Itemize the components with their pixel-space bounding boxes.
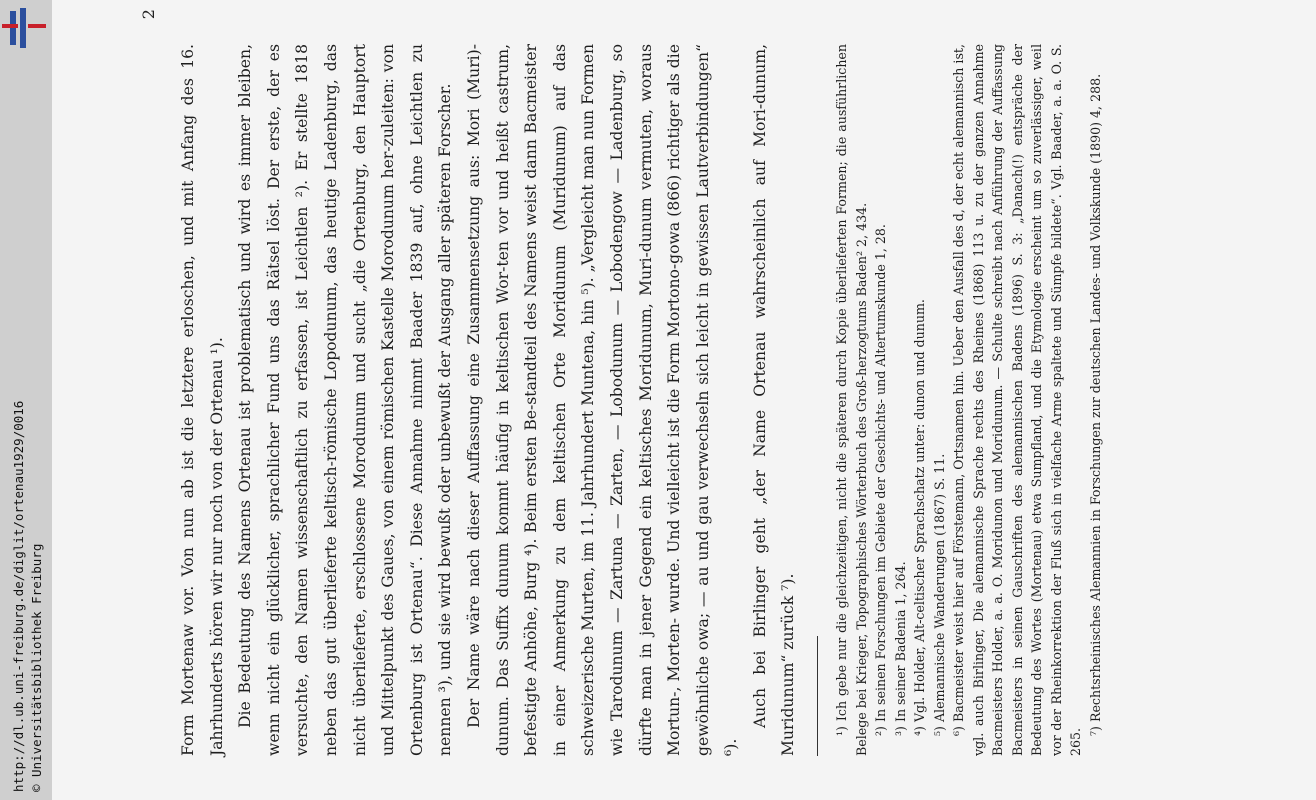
footnotes bbox=[832, 44, 1105, 756]
paragraph: Auch bei Birlinger geht „der Name Ortenau wahrscheinlich auf Mori-dunum, Muridunum“ zurück ⁷). bbox=[750, 44, 798, 756]
footnote: ¹) Ich gebe nur die gleichzeitigen, nicht die späteren durch Kopie überlieferten Formen; die ausführlichen Belege bei Krieger, Topographisches Wörterbuch des Groß-herzogtums Baden² 2, 434. bbox=[834, 44, 869, 756]
paragraph: Form Mortenaw vor. Von nun ab ist die letztere erloschen, und mit Anfang des 16. Jahrhunderts hören wir nur noch von der Ortenau ¹). bbox=[179, 44, 226, 756]
sidebar bbox=[0, 0, 52, 800]
footnote: ³) In seiner Badenia 1, 264. bbox=[892, 561, 908, 736]
text-column bbox=[174, 44, 1105, 756]
paragraph: Der Name wäre nach dieser Auffassung eine Zusammensetzung aus: Mori (Muri)-dunum. Das Suffix dunum kommt häufig in keltischen Wor-ten vor und heißt castrum, befestigte Anhöhe, Burg ⁴). Beim ersten Be-standteil des Namens weist dann Bacmeister in einer Anmerkung zu dem keltischen Orte Moridunum (Muridunum) auf das schweizerische Murten, im 11. Jahrhundert Muntena, hin ⁵). „Vergleicht man nun Formen wie Tarodunum — Zartuna — Zarten, — Lobodunum — Lobodengow — Ladenburg, so dürfte man in jener Gegend ein keltisches Moridunum, Muri-dunum vermuten, woraus Mortun-, Morten- wurde. Und vielleicht ist die Form Mortono-gowa (866) richtiger als die gewöhnliche owa; — au und gau verwechseln sich leicht in gewissen Lautverbindungen“ ⁶). bbox=[464, 44, 741, 756]
page-number: 2 bbox=[139, 9, 158, 20]
footnote: ⁵) Alemannische Wanderungen (1867) S. 11. bbox=[931, 453, 947, 736]
footnote: ⁷) Rechtsrheinisches Alemannien in Forschungen zur deutschen Landes- und Volkskunde (1890) 4, 288. bbox=[1087, 73, 1103, 736]
caption-copyright: © Universitätsbibliothek Freiburg bbox=[29, 543, 44, 792]
footnote: ⁶) Bacmeister weist hier auf Förstemann, Ortsnamen hin. Ueber den Ausfall des d, der echt alemannisch ist, vgl. auch Birlinger, Die alemannische Sprache rechts des Rheines (1868) 113 u. zu der ganzen Annahme Bacmeisters Holder, a. a. O. Moridunon und Moridunum. — Schulte schreibt nach Anführung der Auffassung Bacmeisters in seinen Gauschriften des alemannischen Badens (1896) S. 3: „Danach(!) entspräche der Bedeutung des Wortes (Mortenau) etwa Sumpfland, und die Etymologie erscheint um so zuverlässiger, weil vor der Rheinkorrektion der Fluß sich in vielfache Arme spaltete und Sümpfe bildete“. Vgl. Baader, a. a. O. S. 265. bbox=[951, 44, 1084, 756]
footnote: ²) In seinen Forschungen im Gebiete der Geschichts- und Altertumskunde 1, 28. bbox=[873, 224, 889, 736]
main-text bbox=[174, 44, 803, 756]
scanned-page bbox=[52, 0, 1316, 800]
paragraph: Die Bedeutung des Namens Ortenau ist problematisch und wird es immer bleiben, wenn nicht ein glücklicher, sprachlicher Fund uns das Rätsel löst. Der erste, der es versuchte, den Namen wissenschaftlich zu erfassen, ist Leichtlen ²). Er stellte 1818 neben das gut überlieferte keltisch-römische Lopodunum, das heutige Ladenburg, das nicht überlieferte, erschlossene Morodunum und sucht „die Ortenburg, den Hauptort und Mittelpunkt des Gaues, von einem römischen Kastelle Morodunum her-zuleiten: von Ortenburg ist Ortenau“. Diese Annahme nimmt Baader 1839 auf, ohne Leichtlen zu nennen ³), und sie wird bewußt oder unbewußt der Ausgang aller späteren Forscher. bbox=[236, 44, 455, 756]
footnote-divider bbox=[817, 636, 818, 756]
page-content bbox=[52, 0, 1316, 800]
caption-url[interactable]: http://dl.ub.uni-freiburg.de/diglit/ortenau1929/0016 bbox=[11, 400, 26, 792]
footnote: ⁴) Vgl. Holder, Alt-celtischer Sprachschatz unter: dunon und dunum. bbox=[912, 299, 928, 736]
sidebar-caption bbox=[10, 12, 46, 792]
